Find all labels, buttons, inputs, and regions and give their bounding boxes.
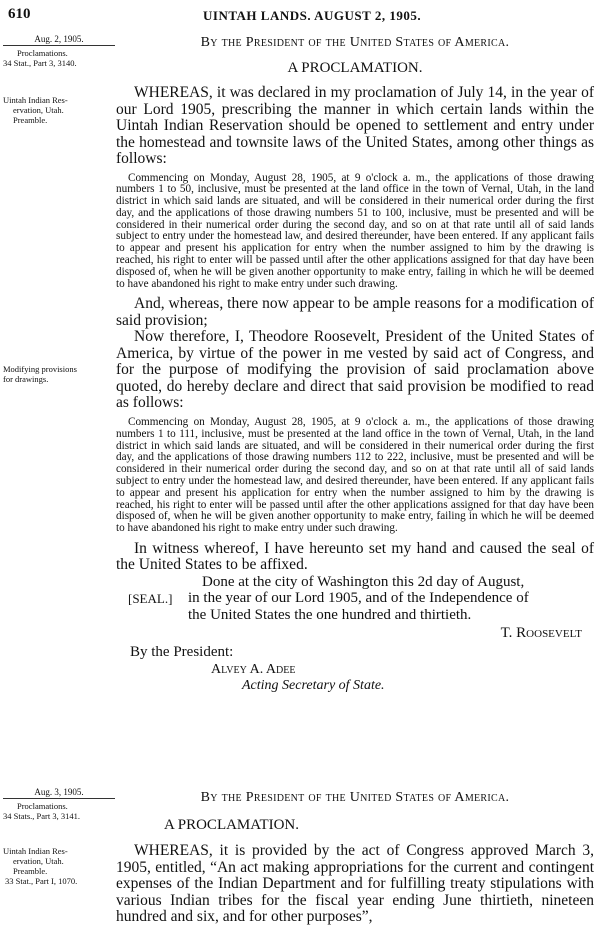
margin-type: Proclamations. (17, 801, 68, 811)
running-title: UINTAH LANDS. AUGUST 2, 1905. (203, 8, 422, 23)
proclamation-title: A PROCLAMATION. (287, 60, 423, 76)
whereas-paragraph: WHEREAS, it was declared in my proclamation of July 14, in the year of our Lord 1905, prescribing the manner in which certain lands within the Uintah Indian Reservation should be opened to settlement and entry under the homestead and townsite laws of the United States, among other things as follows: (116, 84, 594, 167)
margin-note-date-1 (3, 34, 115, 68)
margin-subject-line: ervation, Utah. (13, 856, 64, 866)
margin-modify-line: for drawings. (3, 374, 49, 384)
margin-note-modify (3, 364, 115, 384)
margin-stat: 34 Stat., Part 3, 3140. (3, 58, 77, 68)
proclamation-heading: By the President of the United States of America. (200, 790, 510, 805)
margin-note-subject-1 (3, 95, 115, 125)
margin-type: Proclamations. (17, 48, 68, 58)
margin-subject-line: Uintah Indian Res- (3, 846, 68, 856)
by-the-president: By the President: (130, 644, 234, 661)
done-block (116, 574, 594, 624)
proclamation-heading: By the President of the United States of America. (200, 35, 510, 50)
whereas-paragraph: WHEREAS, it is provided by the act of Congress approved March 3, 1905, entitled, “An act making appropriations for the current and contingent expenses of the Indian Department and for fulfilling treaty stipulations with various Indian tribes for the fiscal year ending June thirtieth, nineteen hundred and six, and for other purposes”, (116, 842, 594, 925)
margin-subject-line: 33 Stat., Part I, 1070. (5, 876, 78, 886)
quoted-provision-original: Commencing on Monday, August 28, 1905, at 9 o'clock a. m., the applications of those drawing numbers 1 to 50, inclusive, must be presented at the land office in the town of Vernal, Utah, in the land district in which said lands are situated, and will be considered in their numerical order during the first day, and the applications of those drawing numbers 51 to 100, inclusive, must be presented and will be considered in their numerical order during the second day, and so on at that rate until all of said lands subject to entry under the homestead law, and desired thereunder, have been entered. If any applicant fails to appear and present his application for entry when the number assigned to him by the drawing is reached, his right to enter will be passed until after the other applications assigned for that day have been disposed of, when he will be given another opportunity to make entry, failing in which he will be deemed to have abandoned his right to make entry under such drawing. (116, 171, 594, 290)
margin-subject-line: Preamble. (13, 115, 48, 125)
and-whereas-paragraph: And, whereas, there now appear to be ample reasons for a modification of said provision; (116, 295, 594, 329)
margin-note-subject-2 (3, 846, 115, 886)
done-line: in the year of our Lord 1905, and of the Independence of (188, 590, 529, 607)
page-number: 610 (8, 6, 31, 22)
witness-paragraph: In witness whereof, I have hereunto set my hand and caused the seal of the United States to be affixed. (116, 539, 594, 574)
margin-modify-line: Modifying provisions (3, 364, 77, 374)
margin-stat: 34 Stats., Part 3, 3141. (3, 811, 80, 821)
margin-subject-line: ervation, Utah. (13, 105, 64, 115)
done-line: the United States the one hundred and thirtieth. (188, 606, 472, 623)
margin-subject-line: Preamble. (13, 866, 48, 876)
secretary-title: Acting Secretary of State. (242, 678, 385, 694)
quoted-provision-modified: Commencing on Monday, August 28, 1905, at 9 o'clock a. m., the applications of those drawing numbers 1 to 111, inclusive, must be presented at the land office in the town of Vernal, Utah, in the land district in which said lands are situated, and will be considered in their numerical order during the first day, and the applications of those drawing numbers 112 to 222, inclusive, must be presented and will be considered in their numerical order during the second day, and so on at that rate until all of said lands subject to entry under the homestead law, and desired thereunder, have been entered. If any applicant fails to appear and present his application for entry when the number assigned to him by the drawing is reached, his right to enter will be passed until after the other applications assigned for that day have been disposed of, when he will be given another opportunity to make entry, failing in which he will be deemed to have abandoned his right to make entry under such drawing. (116, 415, 594, 535)
secretary-name: Alvey A. Adee (211, 662, 296, 678)
done-line: Done at the city of Washington this 2d day of August, (202, 573, 525, 590)
margin-subject-line: Uintah Indian Res- (3, 95, 68, 105)
proclamation-2 (116, 790, 594, 926)
margin-date: Aug. 2, 1905. (3, 34, 115, 46)
signature: T. Roosevelt (500, 625, 582, 642)
seal-mark: [SEAL.] (128, 590, 173, 606)
proclamation-title: A PROCLAMATION. (164, 817, 300, 833)
proclamation-1 (116, 35, 594, 694)
margin-date: Aug. 3, 1905. (3, 787, 115, 799)
now-therefore-paragraph: Now therefore, I, Theodore Roosevelt, President of the United States of America, by virtue of the power in me vested by said act of Congress, and for the purpose of modifying the provision of said proclamation above quoted, do hereby declare and direct that said provision be modified to read as follows: (116, 328, 594, 412)
margin-note-date-2 (3, 787, 115, 821)
